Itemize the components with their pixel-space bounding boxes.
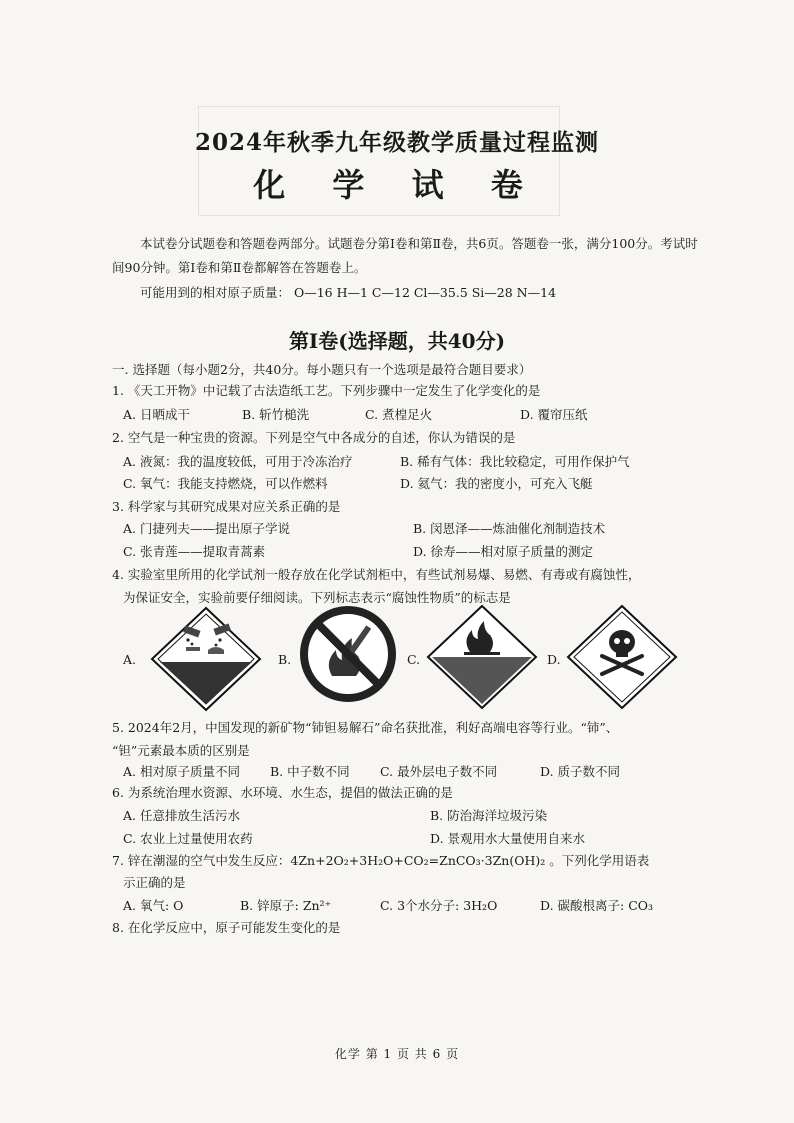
question-5-stem: 5. 2024年2月，中国发现的新矿物“铈钽易解石”命名获批准，利好高端电容等行业。“铈”、: [112, 720, 619, 735]
question-4-option-a: A.: [123, 652, 137, 667]
question-6-option-d: D. 景观用水大量使用自来水: [430, 831, 586, 846]
question-1-stem: 1. 《天工开物》中记载了古法造纸工艺。下列步骤中一定发生了化学变化的是: [112, 383, 541, 398]
question-2-option-c: C. 氧气：我能支持燃烧，可以作燃料: [123, 476, 328, 491]
flammable-sign-icon: [426, 604, 538, 710]
question-6-option-c: C. 农业上过量使用农药: [123, 831, 253, 846]
toxic-skull-sign-icon: [566, 604, 678, 710]
question-2-option-b: B. 稀有气体：我比较稳定，可用作保护气: [400, 454, 630, 469]
question-6-option-a: A. 任意排放生活污水: [123, 808, 240, 823]
question-1-option-d: D. 覆帘压纸: [520, 407, 588, 422]
question-2-option-a: A. 液氮：我的温度较低，可用于冷冻治疗: [123, 454, 353, 469]
question-3-option-c: C. 张青莲——提取青蒿素: [123, 544, 266, 559]
question-7-option-b: B. 锌原子: Zn²⁺: [240, 898, 332, 913]
question-4-option-b: B.: [278, 652, 292, 667]
question-4-stem: 4. 实验室里所用的化学试剂一般存放在化学试剂柜中，有些试剂易爆、易燃、有毒或有腐蚀性，: [112, 567, 641, 582]
question-7-stem: 7. 锌在潮湿的空气中发生反应：4Zn+2O₂+3H₂O+CO₂=ZnCO₃·3Zn(OH)₂ 。下列化学用语表: [112, 853, 650, 868]
question-7-option-d: D. 碳酸根离子: CO₃: [540, 898, 654, 913]
question-7-option-a: A. 氧气: O: [123, 898, 184, 913]
question-3-option-b: B. 闵恩泽——炼油催化剂制造技术: [413, 521, 606, 536]
question-7-option-c: C. 3个水分子: 3H₂O: [380, 898, 498, 913]
question-5-option-b: B. 中子数不同: [270, 764, 350, 779]
question-8-stem: 8. 在化学反应中，原子可能发生变化的是: [112, 920, 341, 935]
section-title: 第Ⅰ卷(选择题，共40分): [288, 329, 506, 353]
exam-subtitle: 化 学 试 卷: [253, 166, 541, 204]
question-5-option-a: A. 相对原子质量不同: [123, 764, 240, 779]
intro-paragraph: 本试卷分试题卷和答题卷两部分。试题卷分第Ⅰ卷和第Ⅱ卷，共6页。答题卷一张，满分100分。考试时间90分钟。第Ⅰ卷和第Ⅱ卷都解答在答题卷上。: [112, 236, 698, 275]
corrosive-sign-icon: [150, 606, 262, 712]
question-1-option-b: B. 斩竹槌洗: [242, 407, 310, 422]
question-2-stem: 2. 空气是一种宝贵的资源。下列是空气中各成分的自述，你认为错误的是: [112, 430, 516, 445]
question-1-option-a: A. 日晒成干: [123, 407, 190, 422]
question-4-option-c: C.: [407, 652, 421, 667]
question-5-stem-continued: “钽”元素最本质的区别是: [112, 743, 250, 758]
question-6-option-b: B. 防治海洋垃圾污染: [430, 808, 548, 823]
atomic-masses: 可能用到的相对原子质量： O—16 H—1 C—12 Cl—35.5 Si—28 N—14: [140, 285, 557, 300]
question-6-stem: 6. 为系统治理水资源、水环境、水生态，提倡的做法正确的是: [112, 785, 453, 800]
no-fire-sign-icon: [298, 604, 398, 704]
question-5-option-d: D. 质子数不同: [540, 764, 621, 779]
question-4-option-d: D.: [547, 652, 561, 667]
question-2-option-d: D. 氦气：我的密度小，可充入飞艇: [400, 476, 593, 491]
exam-title: 2024年秋季九年级教学质量过程监测: [194, 129, 599, 156]
question-4-stem-continued: 为保证安全，实验前要仔细阅读。下列标志表示“腐蚀性物质”的标志是: [123, 590, 511, 605]
question-1-option-c: C. 煮楻足火: [365, 407, 433, 422]
section-instruction: 一. 选择题（每小题2分，共40分。每小题只有一个选项是最符合题目要求）: [112, 362, 532, 377]
question-3-stem: 3. 科学家与其研究成果对应关系正确的是: [112, 499, 341, 514]
question-5-option-c: C. 最外层电子数不同: [380, 764, 498, 779]
question-7-stem-continued: 示正确的是: [123, 875, 186, 890]
question-3-option-d: D. 徐寿——相对原子质量的测定: [413, 544, 594, 559]
page-footer: 化学 第 1 页 共 6 页: [334, 1047, 460, 1061]
question-3-option-a: A. 门捷列夫——提出原子学说: [123, 521, 290, 536]
